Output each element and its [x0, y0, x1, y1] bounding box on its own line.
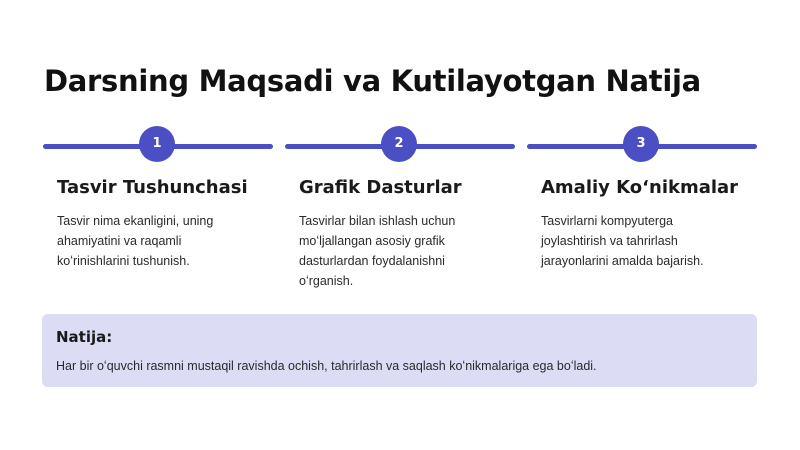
step-2-description: Tasvirlar bilan ishlash uchun moʻljallangan asosiy grafik dasturlardan foydalanishni oʻrganish.	[299, 214, 456, 288]
step-3-number-badge: 3	[623, 126, 659, 162]
result-label: Natija:	[56, 328, 113, 346]
slide-title: Darsning Maqsadi va Kutilayotgan Natija	[44, 64, 701, 98]
step-1-number-badge: 1	[139, 126, 175, 162]
step-3-description: Tasvirlarni kompyuterga joylashtirish va tahrirlash jarayonlarini amalda bajarish.	[541, 214, 704, 268]
step-3-title: Amaliy Koʻnikmalar	[541, 177, 739, 198]
step-2-number-badge: 2	[381, 126, 417, 162]
step-1-title: Tasvir Tushunchasi	[57, 177, 248, 198]
step-1-description: Tasvir nima ekanligini, uning ahamiyatini va raqamli koʻrinishlarini tushunish.	[57, 214, 214, 268]
result-text: Har bir oʻquvchi rasmni mustaqil ravishda ochish, tahrirlash va saqlash koʻnikmalariga ega boʻladi.	[56, 359, 597, 373]
step-2-title: Grafik Dasturlar	[299, 177, 462, 198]
result-box	[42, 314, 757, 387]
